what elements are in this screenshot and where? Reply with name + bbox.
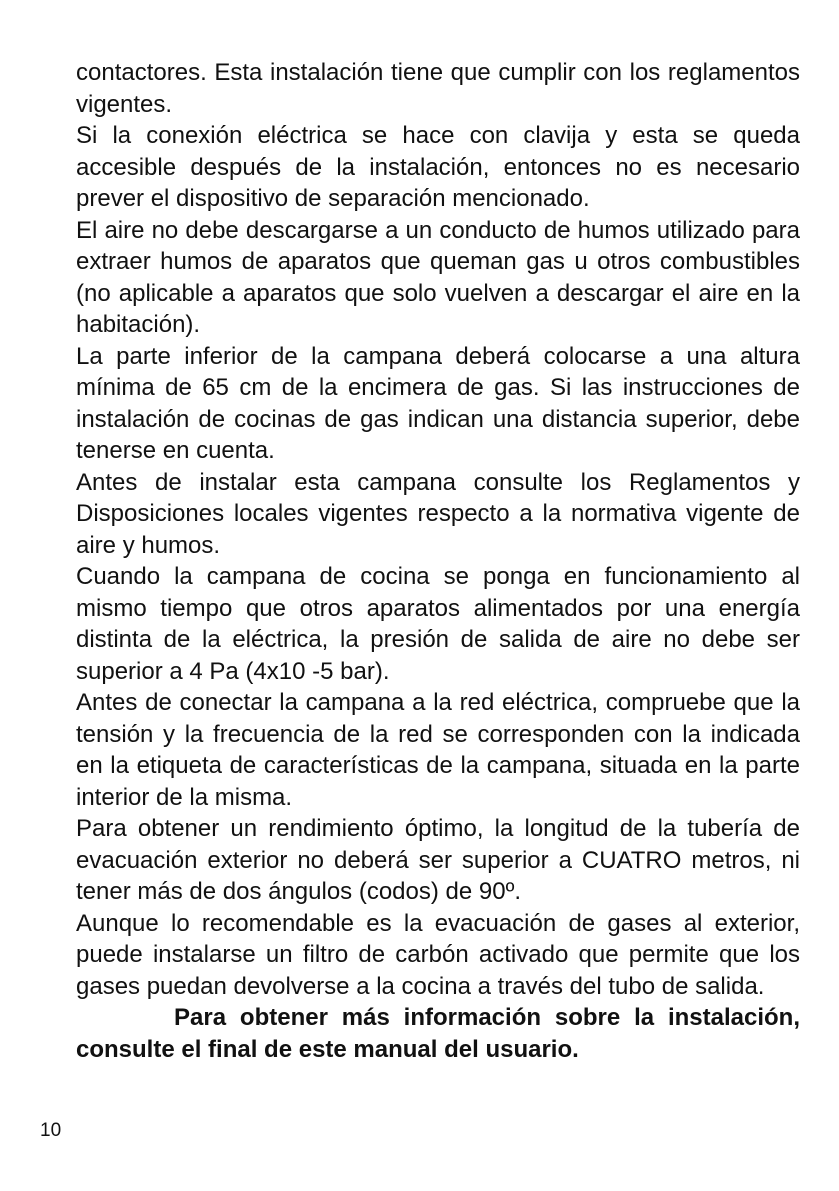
closing-note: Para obtener más información sobre la instalación, consulte el final de este manual del usuario. <box>76 1004 800 1063</box>
page-body <box>76 57 800 1065</box>
paragraph-plug-connection: Si la conexión eléctrica se hace con clavija y esta se queda accesible después de la instalación, entonces no es necesario prever el dispositivo de separación mencionado. <box>76 122 800 212</box>
paragraph-air-discharge: El aire no debe descargarse a un conducto de humos utilizado para extraer humos de aparatos que queman gas u otros combustibles (no aplicable a aparatos que solo vuelven a descargar el aire en la habitación). <box>76 216 800 338</box>
paragraph-connection-regulations: contactores. Esta instalación tiene que cumplir con los reglamentos vigentes. <box>76 59 800 118</box>
paragraph-carbon-filter: Aunque lo recomendable es la evacuación de gases al exterior, puede instalarse un filtro de carbón activado que permite que los gases puedan devolverse a la cocina a través del tubo de salida. <box>76 909 800 1000</box>
page-number: 10 <box>40 1120 62 1141</box>
paragraph-local-regulations: Antes de instalar esta campana consulte los Reglamentos y Disposiciones locales vigentes respecto a la normativa vigente de aire y humos. <box>76 468 800 559</box>
paragraph-air-pressure: Cuando la campana de cocina se ponga en funcionamiento al mismo tiempo que otros aparatos alimentados por una energía distinta de la eléctrica, la presión de salida de aire no debe ser superior a 4 Pa (4x10 -5 bar). <box>76 563 800 685</box>
paragraph-voltage-check: Antes de conectar la campana a la red eléctrica, compruebe que la tensión y la frecuencia de la red se corresponden con la indicada en la etiqueta de características de la campana, situada en la parte interior de la misma. <box>76 689 800 811</box>
paragraph-installation-height: La parte inferior de la campana deberá colocarse a una altura mínima de 65 cm de la encimera de gas. Si las instrucciones de instalación de cocinas de gas indican una distancia superior, debe tenerse en cuenta. <box>76 342 800 464</box>
paragraph-duct-length: Para obtener un rendimiento óptimo, la longitud de la tubería de evacuación exterior no deberá ser superior a CUATRO metros, ni tener más de dos ángulos (codos) de 90º. <box>76 815 800 905</box>
